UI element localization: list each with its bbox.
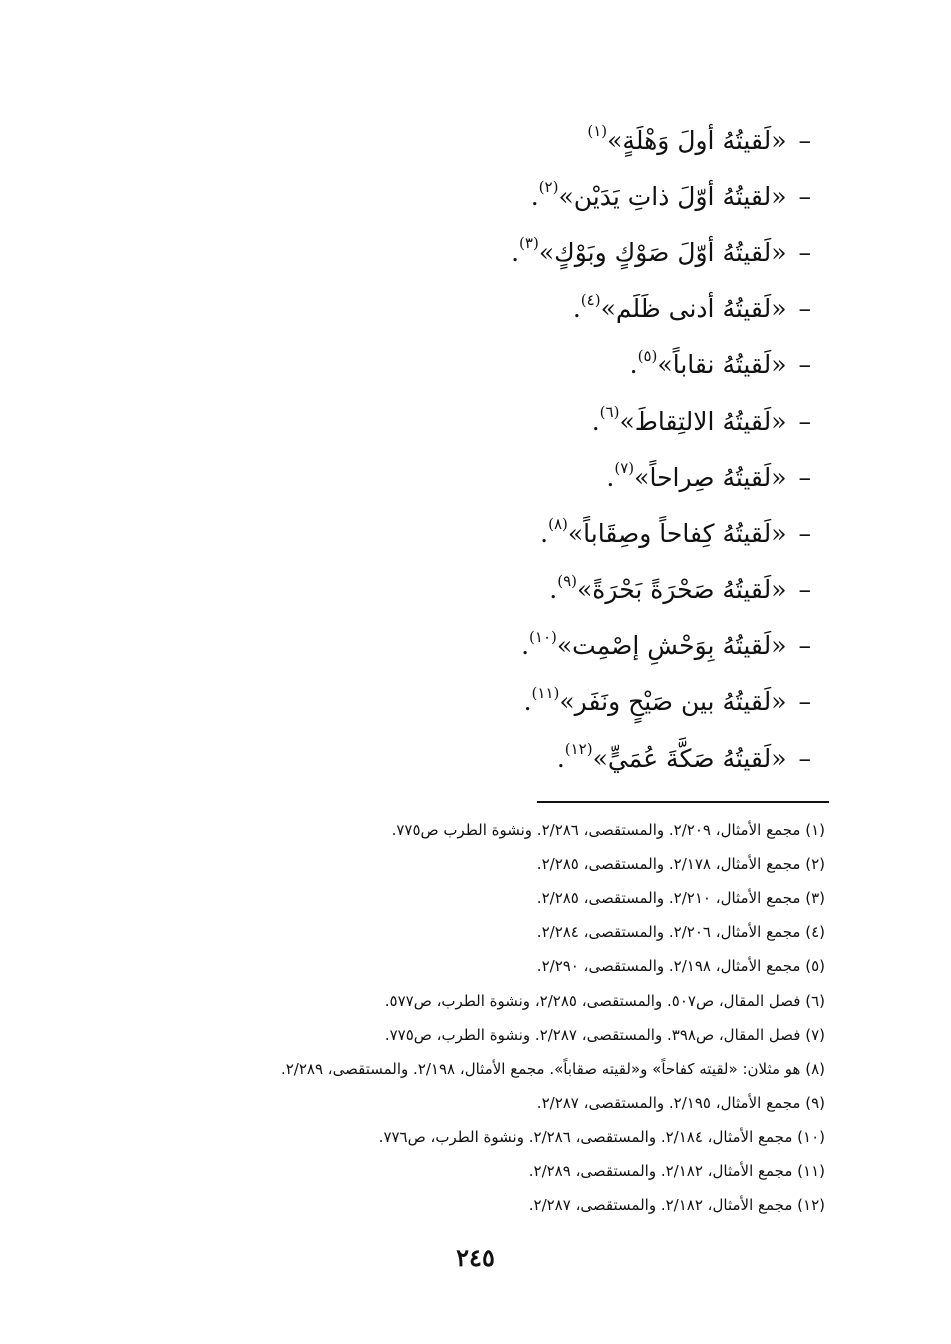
footnote: (١١) مجمع الأمثال، ٢/١٨٢. والمستقصى، ٢/٢٨٩. (528, 1161, 825, 1180)
page-number: ٢٤٥ (456, 1243, 495, 1272)
footnote-ref: (٨) (548, 515, 568, 534)
footnote: (١٠) مجمع الأمثال، ٢/١٨٤. والمستقصى، ٢/٢٨٦. ونشوة الطرب، ص٧٧٦. (378, 1127, 825, 1146)
footnote-ref: (١٢) (564, 740, 593, 759)
proverb-line (391, 393, 811, 449)
line-end-punct: . (591, 406, 600, 436)
footnote-ref: (١١) (531, 683, 560, 702)
footnote-ref: (١٠) (529, 627, 557, 646)
proverb-text: «لَقيتُهُ بين صَيْحٍ ونَفَر» (559, 687, 787, 717)
footnote: (٤) مجمع الأمثال، ٢/٢٠٦. والمستقصى، ٢/٢٨٤. (536, 923, 825, 942)
proverb-text: «لَقيتُهُ صَحْرَةً بَحْرَةً» (577, 575, 787, 605)
list-dash: – (798, 237, 811, 267)
proverb-text: «لَقيتُهُ كِفاحاً وصِقَاباً» (567, 518, 787, 548)
proverb-text: «لقيتُهُ أوّلَ ذاتِ يَدَيْن» (558, 181, 787, 211)
line-end-punct: . (523, 687, 532, 717)
proverb-line (391, 449, 811, 505)
proverb-text: «لَقيتُهُ أدنى ظَلَم» (600, 294, 787, 324)
line-end-punct: . (549, 575, 558, 605)
line-end-punct: . (606, 462, 615, 492)
list-dash: – (798, 181, 811, 211)
footnote: (٩) مجمع الأمثال، ٢/١٩٥. والمستقصى، ٢/٢٨٧. (536, 1093, 825, 1112)
proverb-text: «لَقيتُهُ بِوَحْشِ إصْمِت» (556, 631, 787, 661)
proverb-list (391, 112, 811, 786)
proverb-text: «لَقيتُهُ صَكَّةَ عُمَيٍّ» (592, 743, 787, 773)
footnote: (٣) مجمع الأمثال، ٢/٢١٠. والمستقصى، ٢/٢٨٥. (536, 889, 825, 908)
proverb-text: «لَقيتُهُ أولَ وَهْلَةٍ» (607, 125, 787, 155)
footnote-divider (537, 801, 829, 803)
footnote-ref: (٩) (557, 571, 577, 590)
line-end-punct: . (572, 294, 581, 324)
list-dash: – (798, 518, 811, 548)
line-end-punct: . (540, 518, 549, 548)
footnote: (٨) هو مثلان: «لقيته كفاحاً» و«لقيته صقاباً». مجمع الأمثال، ٢/١٩٨. والمستقصى، ٢/٢٨٩. (280, 1059, 825, 1078)
list-dash: – (798, 294, 811, 324)
list-dash: – (798, 743, 811, 773)
proverb-line (391, 505, 811, 561)
proverb-line (391, 224, 811, 280)
footnote: (١٢) مجمع الأمثال، ٢/١٨٢. والمستقصى، ٢/٢٨٧. (528, 1196, 825, 1215)
line-end-punct: . (629, 350, 638, 380)
proverb-text: «لَقيتُهُ الالتِقاطَ» (619, 406, 787, 436)
line-end-punct: . (530, 181, 539, 211)
footnote: (٦) فصل المقال، ص٥٠٧. والمستقصى، ٢/٢٨٥، ونشوة الطرب، ص٥٧٧. (384, 991, 825, 1010)
list-dash: – (798, 687, 811, 717)
list-dash: – (798, 125, 811, 155)
footnote-ref: (٤) (580, 290, 601, 309)
proverb-text: «لَقيتُهُ نقاباً» (657, 350, 787, 380)
proverb-line (391, 618, 811, 674)
footnote-ref: (٥) (637, 346, 658, 365)
proverb-line (391, 674, 811, 730)
proverb-line (391, 168, 811, 224)
footnote-ref: (١) (587, 122, 608, 141)
list-dash: – (798, 350, 811, 380)
proverb-line (391, 112, 811, 168)
footnote-ref: (٦) (599, 403, 620, 422)
footnote-ref: (٧) (614, 459, 635, 478)
line-end-punct: . (556, 743, 565, 773)
footnote-list (105, 813, 825, 1222)
proverb-text: «لَقيتُهُ أوّلَ صَوْكٍ وبَوْكٍ» (538, 237, 787, 267)
list-dash: – (798, 406, 811, 436)
proverb-line (391, 562, 811, 618)
proverb-line (391, 281, 811, 337)
footnote-ref: (٣) (519, 234, 539, 253)
proverb-line (391, 337, 811, 393)
proverb-text: «لَقيتُهُ صِراحاً» (634, 462, 787, 492)
line-end-punct: . (521, 631, 530, 661)
footnote: (٢) مجمع الأمثال، ٢/١٧٨. والمستقصى، ٢/٢٨٥. (536, 855, 825, 874)
footnote: (١) مجمع الأمثال، ٢/٢٠٩. والمستقصى، ٢/٢٨٦. ونشوة الطرب ص٧٧٥. (391, 821, 825, 840)
list-dash: – (798, 631, 811, 661)
footnote: (٥) مجمع الأمثال، ٢/١٩٨. والمستقصى، ٢/٢٩٠. (536, 957, 825, 976)
line-end-punct: . (511, 237, 520, 267)
list-dash: – (798, 575, 811, 605)
footnote-ref: (٢) (538, 178, 559, 197)
footnote: (٧) فصل المقال، ص٣٩٨. والمستقصى، ٢/٢٨٧. ونشوة الطرب، ص٧٧٥. (384, 1025, 825, 1044)
proverb-line (391, 730, 811, 786)
list-dash: – (798, 462, 811, 492)
